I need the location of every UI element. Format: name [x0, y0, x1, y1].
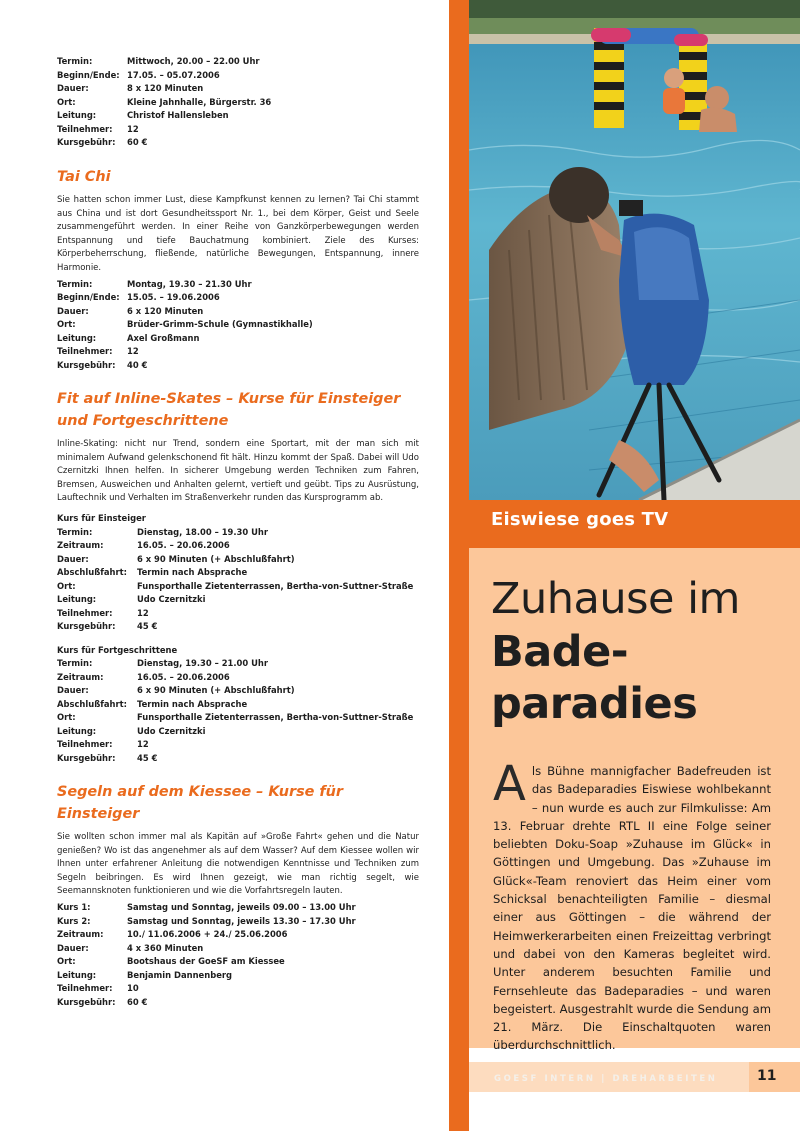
section-intro-segeln: Sie wollten schon immer mal als Kapitän auf »Große Fahrt« gehen und die Natur genießen? Wo ist das angenehmer als auf dem Wasser? Auf dem Kiessee wollen wir Ihnen unter erfahrener Anleitung die notwendigen Kenntnisse und Techniken zum Segeln beibringen. Es wird Ihnen gezeigt, wie man richtig segelt, wie Seemannsknoten funktionieren und wie die Vorfahrtsregeln lauten. [57, 832, 419, 897]
article-text: ls Bühne mannigfacher Badefreuden ist das Badeparadies Eiswiese wohlbekannt – nun wurde es auch zur Filmkulisse: Am 13. Februar drehte RTL II eine Folge seiner beliebten Doku-Soap »Zuhause im Glück« in Göttingen und Umgebung. Das »Zuhause im Glück«-Team renoviert das Heim einer vom Schicksal benachteiligten Familie – diesmal einer aus Göttingen – die während der Heimwerkerarbeiten einen Freizeittag verbringt und dabei von den Kameras begleitet wird. Unter anderem besuchten Familie und Fernsehleute das Badeparadies – und waren begeistert. Ausgestrahlt wurde die Sendung am 21. März. Die Einschaltquoten waren überdurchschnittlich. [493, 764, 771, 1053]
info-value: Samstag und Sonntag, jeweils 13.30 – 17.30 Uhr [127, 915, 356, 926]
info-value: 12 [137, 607, 149, 618]
info-label: Termin: [57, 56, 93, 66]
section-label: Eiswiese goes TV [491, 509, 669, 530]
info-label: Dauer: [57, 83, 89, 93]
info-label: Zeitraum: [57, 929, 104, 939]
info-label: Kursgebühr: [57, 996, 116, 1007]
info-value: Udo Czernitzki [137, 725, 206, 736]
info-value: 6 x 120 Minuten [127, 305, 204, 316]
info-label: Ort: [57, 712, 76, 723]
info-value: Termin nach Absprache [137, 698, 248, 709]
info-label: Dauer: [57, 305, 89, 316]
info-label: Teilnehmer: [57, 739, 113, 750]
info-value: Samstag und Sonntag, jeweils 09.00 – 13.00 Uhr [127, 902, 356, 912]
info-value: Dienstag, 18.00 – 19.30 Uhr [137, 526, 269, 537]
info-label: Teilnehmer: [57, 123, 113, 134]
footer-running-title: GOESF INTERN | DREHARBEITEN [494, 1074, 718, 1084]
info-label: Zeitraum: [57, 671, 104, 682]
info-value: Christof Hallensleben [127, 110, 229, 120]
headline-line-1: Zuhause im [491, 574, 740, 624]
course-group-title-einsteiger: Kurs für Einsteiger [57, 513, 146, 524]
info-label: Ort: [57, 96, 76, 107]
info-label: Dauer: [57, 685, 89, 696]
section-intro-tai-chi: Sie hatten schon immer Lust, diese Kampfkunst kennen zu lernen? Tai Chi stammt aus China und ist dort Gesundheitssport Nr. 1., bei dem Körper, Geist und Seele zusammengeführt werden. In einer Reihe von Ganzkörperbewegungen werden Entspannung und tiefe Bauchatmung kombiniert. Ziele des Kurses: Körperbeherrschung, fließende, natürliche Bewegungen, Entspannung, innere Harmonie. [57, 195, 419, 273]
info-value: Kleine Jahnhalle, Bürgerstr. 36 [127, 96, 272, 107]
info-value: 10./ 11.06.2006 + 24./ 25.06.2006 [127, 929, 288, 939]
article-body [493, 756, 771, 1055]
drop-cap: A [493, 756, 526, 812]
info-label: Beginn/Ende: [57, 292, 120, 303]
info-value: Udo Czernitzki [137, 594, 206, 605]
info-label: Kurs 1: [57, 902, 91, 912]
info-value: 17.05. – 05.07.2006 [127, 69, 220, 80]
section-title-inline-skates: Fit auf Inline-Skates – Kurse für Einsteiger und Fortgeschrittene [57, 391, 401, 429]
info-value: Dienstag, 19.30 – 21.00 Uhr [137, 658, 269, 669]
info-label: Termin: [57, 526, 93, 537]
section-title-tai-chi: Tai Chi [57, 168, 111, 185]
info-value: Benjamin Dannenberg [127, 969, 232, 980]
info-value: 12 [127, 346, 139, 357]
section-intro-inline-skates: Inline-Skating: nicht nur Trend, sondern eine Sportart, mit der man sich mit minimalem Aufwand gelenkschonend fit hält. Hinzu kommt der Spaß. Dabei will Udo Czernitzki Ihnen helfen. In sicherer Umgebung werden Techniken zum Fahren, Bremsen, Ausweichen und Anhalten gelernt, vertieft und geübt. Tips zu Ausrüstung, Lauftechnik und Verhalten im Straßenverkehr runden das Kursprogramm ab. [57, 439, 419, 504]
course-group-title-fortgeschrittene: Kurs für Fortgeschrittene [57, 644, 178, 655]
info-label: Abschlußfahrt: [57, 698, 127, 709]
info-value: Funsporthalle Zietenterrassen, Bertha-von-Suttner-Straße [137, 580, 414, 591]
info-value: 4 x 360 Minuten [127, 942, 204, 953]
info-label: Kursgebühr: [57, 621, 116, 632]
info-label: Teilnehmer: [57, 983, 113, 993]
info-label: Kursgebühr: [57, 752, 116, 763]
info-value: 60 € [127, 996, 148, 1007]
page-number: 11 [757, 1068, 777, 1084]
info-label: Leitung: [57, 110, 97, 120]
info-label: Dauer: [57, 553, 89, 564]
article-headline [491, 572, 791, 730]
headline-line-3: paradies [491, 679, 698, 729]
info-label: Teilnehmer: [57, 607, 113, 618]
info-label: Dauer: [57, 942, 89, 953]
info-value: 6 x 90 Minuten (+ Abschlußfahrt) [137, 553, 295, 564]
info-value: Axel Großmann [127, 332, 200, 343]
info-label: Kurs 2: [57, 915, 91, 926]
info-value: Mittwoch, 20.00 – 22.00 Uhr [127, 56, 260, 66]
info-value: 16.05. – 20.06.2006 [137, 540, 230, 551]
info-value: 8 x 120 Minuten [127, 83, 204, 93]
info-value: 45 € [137, 752, 158, 763]
orange-divider-bar [449, 0, 469, 1131]
info-value: 6 x 90 Minuten (+ Abschlußfahrt) [137, 685, 295, 696]
info-label: Zeitraum: [57, 540, 104, 551]
info-value: Bootshaus der GoeSF am Kiessee [127, 956, 285, 966]
info-label: Ort: [57, 580, 76, 591]
info-label: Abschlußfahrt: [57, 567, 127, 578]
course-info-inline-einsteiger [57, 526, 419, 634]
section-title-segeln: Segeln auf dem Kiessee – Kurse für Einsteiger [57, 784, 344, 822]
info-value: Montag, 19.30 – 21.30 Uhr [127, 278, 252, 289]
info-value: 16.05. – 20.06.2006 [137, 671, 230, 682]
info-label: Leitung: [57, 969, 97, 980]
info-value: 60 € [127, 137, 148, 147]
info-label: Leitung: [57, 594, 97, 605]
info-label: Termin: [57, 658, 93, 669]
headline-line-2: Bade- [491, 627, 629, 677]
info-label: Leitung: [57, 725, 97, 736]
info-label: Leitung: [57, 332, 97, 343]
info-value: 45 € [137, 621, 158, 632]
info-value: Funsporthalle Zietenterrassen, Bertha-von-Suttner-Straße [137, 712, 414, 723]
info-value: 12 [127, 123, 139, 134]
course-info-schwimmen [57, 55, 419, 150]
course-column [57, 55, 419, 1009]
info-label: Kursgebühr: [57, 359, 116, 370]
info-label: Kursgebühr: [57, 137, 116, 147]
swimming-pool-photo [469, 0, 800, 500]
info-label: Beginn/Ende: [57, 69, 120, 80]
info-value: 12 [137, 739, 149, 750]
info-value: 40 € [127, 359, 148, 370]
course-info-segeln [57, 901, 419, 1009]
info-value: Termin nach Absprache [137, 567, 248, 578]
info-value: Brüder-Grimm-Schule (Gymnastikhalle) [127, 319, 313, 330]
info-label: Ort: [57, 319, 76, 330]
course-info-tai-chi [57, 278, 419, 373]
info-label: Teilnehmer: [57, 346, 113, 357]
info-value: 10 [127, 983, 139, 993]
info-label: Termin: [57, 278, 93, 289]
course-info-inline-fortgeschrittene [57, 657, 419, 765]
info-label: Ort: [57, 956, 76, 966]
info-value: 15.05. – 19.06.2006 [127, 292, 220, 303]
